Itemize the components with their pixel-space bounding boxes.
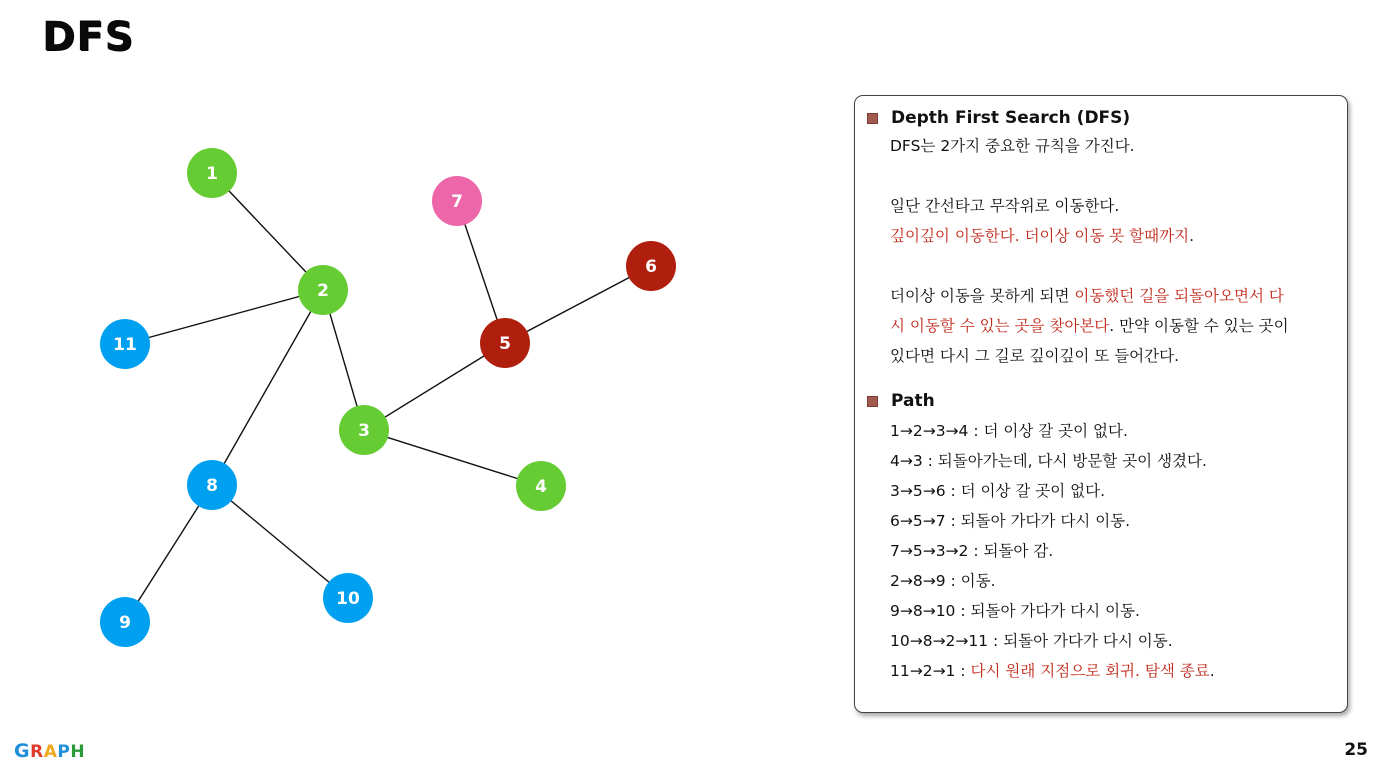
node-1 [187, 148, 237, 198]
section-path-title: Path [891, 391, 935, 411]
edge-8-10 [212, 485, 348, 598]
node-5 [480, 318, 530, 368]
node-label: 11 [113, 335, 137, 355]
rule-2-text: 깊이깊이 이동한다. 더이상 이동 못 할때까지. [890, 227, 1195, 245]
node-label: 5 [499, 334, 511, 354]
path-step: 6→5→7 : 되돌아 가다가 다시 이동. [890, 512, 1131, 530]
section-dfs-heading [867, 108, 1130, 128]
node-10 [323, 573, 373, 623]
page-title: DFS [42, 14, 135, 60]
edge-2-11 [125, 290, 323, 344]
edge-2-8 [212, 290, 323, 485]
path-step: 9→8→10 : 되돌아 가다가 다시 이동. [890, 602, 1140, 620]
rule-2-highlight: 깊이깊이 이동한다. 더이상 이동 못 할때까지 [890, 227, 1190, 245]
node-label: 1 [206, 164, 218, 184]
node-label: 8 [206, 476, 218, 496]
section-dfs-title: Depth First Search (DFS) [891, 108, 1131, 128]
node-8 [187, 460, 237, 510]
path-step: 1→2→3→4 : 더 이상 갈 곳이 없다. [890, 422, 1128, 440]
rule-intro-text: DFS는 2가지 중요한 규칙을 가진다. [890, 137, 1135, 155]
node-11 [100, 319, 150, 369]
path-step: 4→3 : 되돌아가는데, 다시 방문할 곳이 생겼다. [890, 452, 1207, 470]
backtrack-text-line1: 더이상 이동을 못하게 되면 이동했던 길을 되돌아오면서 다 [890, 287, 1284, 305]
path-step: 7→5→3→2 : 되돌아 감. [890, 542, 1054, 560]
rule-1-text: 일단 간선타고 무작위로 이동한다. [890, 197, 1120, 215]
node-label: 2 [317, 281, 329, 301]
square-bullet-icon [867, 396, 878, 407]
section-path-heading [867, 391, 935, 411]
node-4 [516, 461, 566, 511]
node-label: 7 [451, 192, 463, 212]
node-label: 3 [358, 421, 370, 441]
edge-3-4 [364, 430, 541, 486]
node-label: 9 [119, 613, 131, 633]
node-label: 6 [645, 257, 657, 277]
path-step-final: 11→2→1 : 다시 원래 지점으로 회귀. 탐색 종료. [890, 662, 1215, 680]
backtrack-highlight-2: 시 이동할 수 있는 곳을 찾아본다 [890, 317, 1110, 335]
graph-nodes [100, 148, 676, 647]
node-2 [298, 265, 348, 315]
backtrack-text-line3: 있다면 다시 그 길로 깊이깊이 또 들어간다. [890, 347, 1180, 365]
path-step: 2→8→9 : 이동. [890, 572, 996, 590]
node-label: 4 [535, 477, 547, 497]
path-step: 3→5→6 : 더 이상 갈 곳이 없다. [890, 482, 1106, 500]
node-7 [432, 176, 482, 226]
graph-logo: GRAPH [14, 740, 86, 762]
node-label: 10 [336, 589, 360, 609]
page-number: 25 [1344, 740, 1368, 760]
node-9 [100, 597, 150, 647]
path-step: 10→8→2→11 : 되돌아 가다가 다시 이동. [890, 632, 1173, 650]
dfs-explanation-panel [854, 95, 1348, 713]
backtrack-text-line2: 시 이동할 수 있는 곳을 찾아본다. 만약 이동할 수 있는 곳이 [890, 317, 1289, 335]
node-3 [339, 405, 389, 455]
graph-edges [125, 173, 651, 622]
square-bullet-icon [867, 113, 878, 124]
final-step-highlight: 다시 원래 지점으로 회귀. 탐색 종료 [970, 662, 1210, 680]
backtrack-highlight-1: 이동했던 길을 되돌아오면서 다 [1074, 287, 1284, 305]
node-6 [626, 241, 676, 291]
